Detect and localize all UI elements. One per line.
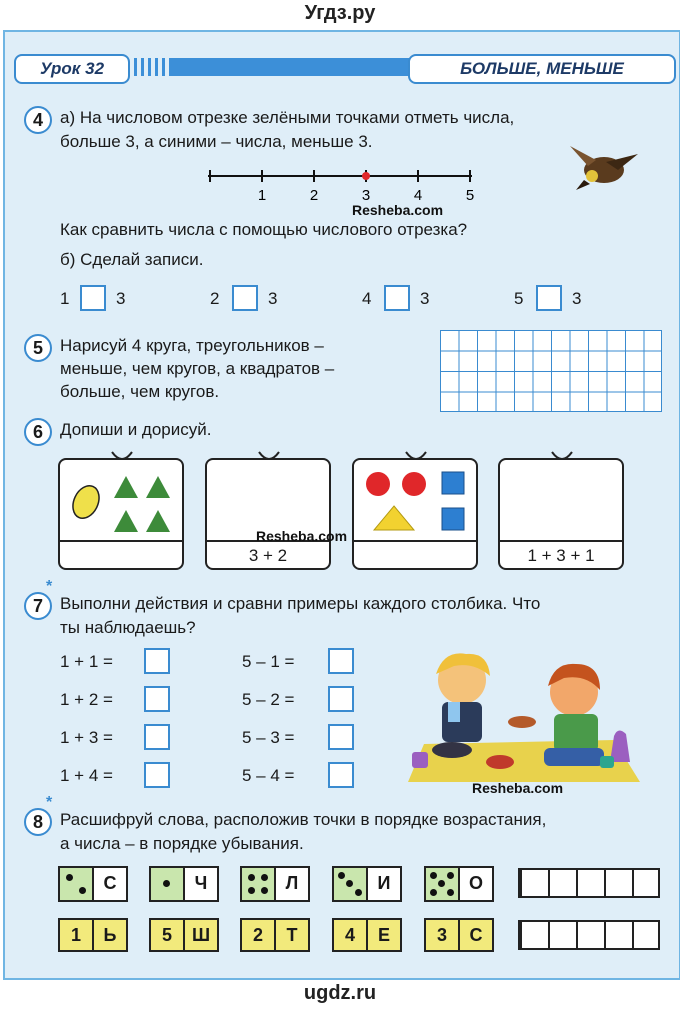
comparison-3-answer-box[interactable] [384,285,410,311]
number-tile-4[interactable] [332,918,402,952]
blue-square [442,508,464,530]
tile-number: 3 [424,918,460,952]
comparison-3-right: 3 [420,289,430,308]
tile-letter: Ш [183,918,219,952]
star-icon: * [46,794,53,811]
answer-box-col1-3[interactable] [144,724,170,750]
dice-face-5 [424,866,460,902]
answer-box-col1-2[interactable] [144,686,170,712]
comparison-1-left: 1 [60,289,70,308]
task4-question: Как сравнить числа с помощью числового отрезка? [60,220,468,239]
expr-col2-1: 5 – 1 = [242,652,295,671]
number-line-point-3 [362,172,370,180]
comparison-3-left: 4 [362,289,372,308]
comparison-4-right: 3 [572,289,582,308]
green-triangle [146,510,170,532]
dice-face-3 [332,866,368,902]
comparison-2-answer-box[interactable] [232,285,258,311]
tile-number: 1 [58,918,94,952]
dice-tile-1[interactable] [58,866,128,902]
dice-letter: С [92,866,128,902]
watermark-1: Resheba.com [352,202,444,218]
expr-col2-4: 5 – 4 = [242,766,295,785]
dice-face-4 [240,866,276,902]
dice-face-2 [58,866,94,902]
red-circle [366,472,390,496]
card-divider [354,540,476,542]
answer-box-col2-4[interactable] [328,762,354,788]
expr-col1-2: 1 + 2 = [60,690,113,709]
task5-line1: Нарисуй 4 круга, треугольников – [60,336,324,355]
expr-col1-3: 1 + 3 = [60,728,113,747]
card-hook [404,450,428,466]
task-number-5: 5 [24,334,52,362]
picture-card-3[interactable] [352,458,478,570]
card3-shapes [360,468,472,538]
children-illustration [404,644,654,784]
yellow-triangle [374,506,414,530]
expr-col1-4: 1 + 4 = [60,766,113,785]
task5-line3: больше, чем кругов. [60,382,220,401]
task5-line2: меньше, чем кругов, а квадратов – [60,359,335,378]
blue-square [442,472,464,494]
tile-number: 2 [240,918,276,952]
number-tile-1[interactable] [58,918,128,952]
dice-tile-3[interactable] [240,866,310,902]
expr-col1-1: 1 + 1 = [60,652,113,671]
green-triangle [146,476,170,498]
expr-col2-3: 5 – 3 = [242,728,295,747]
comparison-4-answer-box[interactable] [536,285,562,311]
dice-letter: Л [274,866,310,902]
card-divider [500,540,622,542]
green-triangle [114,510,138,532]
answer-box-col1-4[interactable] [144,762,170,788]
red-circle [402,472,426,496]
answer-word-cells-2[interactable] [518,920,660,950]
task-number-7: 7 [24,592,52,620]
card1-shapes [66,468,176,538]
tile-letter: Е [366,918,402,952]
site-footer: ugdz.ru [303,982,377,1004]
dice-tile-5[interactable] [424,866,494,902]
task-number-4: 4 [24,106,52,134]
dice-tile-4[interactable] [332,866,402,902]
drawing-grid[interactable] [440,330,662,412]
number-tile-2[interactable] [149,918,219,952]
comparison-2-left: 2 [210,289,220,308]
tick-label-3: 3 [361,187,371,204]
picture-card-2[interactable] [205,458,331,570]
topic-title: БОЛЬШЕ, МЕНЬШЕ [408,54,676,84]
answer-box-col2-1[interactable] [328,648,354,674]
card4-expression: 1 + 3 + 1 [527,546,595,565]
bird-illustration [566,140,642,198]
number-tile-5[interactable] [424,918,494,952]
watermark-2: Resheba.com [256,528,348,544]
tick-label-4: 4 [413,187,423,204]
comparison-1-right: 3 [116,289,126,308]
answer-word-cells-1[interactable] [518,868,660,898]
header-stripe [134,58,172,76]
task8-line2: а числа – в порядке убывания. [60,834,304,853]
comparison-4-left: 5 [514,289,524,308]
tick-label-2: 2 [309,187,319,204]
card-hook [550,450,574,466]
answer-box-col1-1[interactable] [144,648,170,674]
dice-letter: О [458,866,494,902]
task4-text-line1: а) На числовом отрезке зелёными точками отметь числа, [60,108,515,127]
tile-letter: С [458,918,494,952]
picture-card-1[interactable] [58,458,184,570]
tile-number: 4 [332,918,368,952]
tick-label-1: 1 [257,187,267,204]
dice-letter: Ч [183,866,219,902]
answer-box-col2-3[interactable] [328,724,354,750]
site-title: Угдз.ру [304,2,376,24]
green-triangle [114,476,138,498]
task7-line2: ты наблюдаешь? [60,618,196,637]
dice-face-1 [149,866,185,902]
answer-box-col2-2[interactable] [328,686,354,712]
dice-tile-2[interactable] [149,866,219,902]
comparison-2-right: 3 [268,289,278,308]
task4-text-b: б) Сделай записи. [60,250,204,269]
number-tile-3[interactable] [240,918,310,952]
task-number-8: 8 [24,808,52,836]
task7-line1: Выполни действия и сравни примеры каждого столбика. Что [60,594,541,613]
watermark-3: Resheba.com [472,780,564,796]
star-icon: * [46,578,53,595]
header-bar [172,58,410,76]
lesson-label: Урок 32 [14,54,130,84]
yellow-oval [68,482,104,523]
picture-card-4[interactable] [498,458,624,570]
task-number-6: 6 [24,418,52,446]
tile-number: 5 [149,918,185,952]
task4-text-line2: больше 3, а синими – числа, меньше 3. [60,132,373,151]
tile-letter: Ь [92,918,128,952]
card-hook [110,450,134,466]
dice-letter: И [366,866,402,902]
task8-line1: Расшифруй слова, расположив точки в порядке возрастания, [60,810,547,829]
comparison-1-answer-box[interactable] [80,285,106,311]
tile-letter: Т [274,918,310,952]
card-divider [60,540,182,542]
task6-text: Допиши и дорисуй. [60,420,212,439]
card2-expression: 3 + 2 [248,546,288,565]
tick-label-5: 5 [465,187,475,204]
expr-col2-2: 5 – 2 = [242,690,295,709]
card-hook [257,450,281,466]
number-line[interactable] [200,160,490,204]
